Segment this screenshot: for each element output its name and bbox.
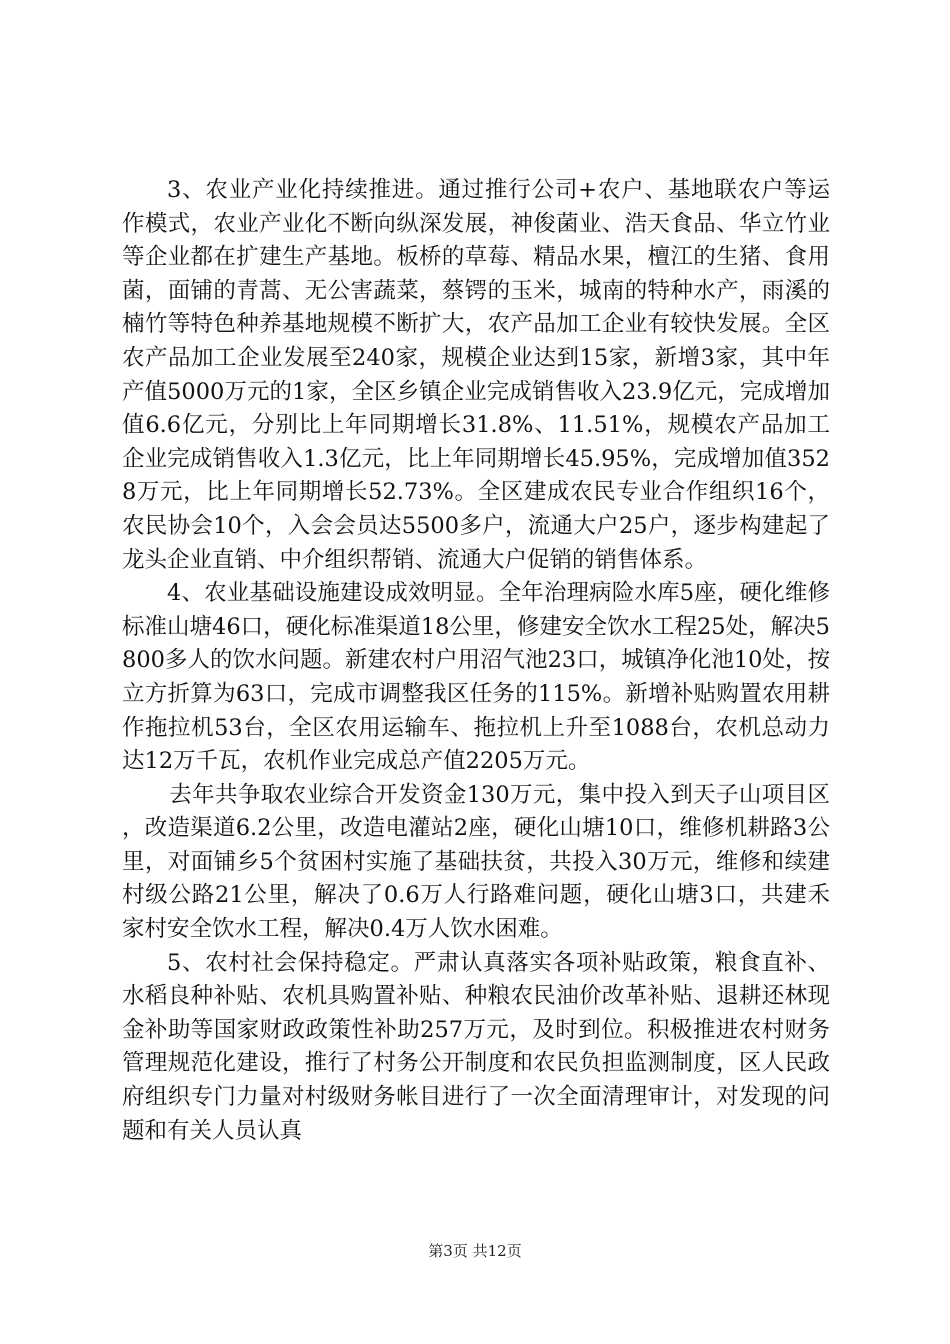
paragraph-comprehensive-development: 去年共争取农业综合开发资金130万元，集中投入到天子山项目区，改造渠道6.2公里，改造电灌站2座，硬化山塘10口，维修机耕路3公里，对面铺乡5个贫困村实施了基础扶贫，共投入30万元，维修和续建村级公路21公里，解决了0.6万人行路难问题，硬化山塘3口，共建禾家村安全饮水工程，解决0.4万人饮水困难。 xyxy=(122,781,830,943)
paragraph-infrastructure: 4、农业基础设施建设成效明显。全年治理病险水库5座，硬化维修标准山塘46口，硬化标准渠道18公里，修建安全饮水工程25处，解决5800多人的饮水问题。新建农村户用沼气池23口，城镇净化池10处，按立方折算为63口，完成市调整我区任务的115%。新增补贴购置农用耕作拖拉机53台，全区农用运输车、拖拉机上升至1088台，农机总动力达12万千瓦，农机作业完成总产值2205万元。 xyxy=(122,580,830,775)
page-number-footer: 第3页 共12页 xyxy=(428,1242,522,1260)
paragraph-rural-stability: 5、农村社会保持稳定。严肃认真落实各项补贴政策，粮食直补、水稻良种补贴、农机具购置补贴、种粮农民油价改革补贴、退耕还林现金补助等国家财政政策性补助257万元，及时到位。积极推进农村财务管理规范化建设，推行了村务公开制度和农民负担监测制度，区人民政府组织专门力量对村级财务帐目进行了一次全面清理审计，对发现的问题和有关人员认真 xyxy=(122,949,830,1144)
document-body xyxy=(122,174,830,1148)
paragraph-agri-industrialization: 3、农业产业化持续推进。通过推行公司+农户、基地联农户等运作模式，农业产业化不断向纵深发展，神俊菌业、浩天食品、华立竹业等企业都在扩建生产基地。板桥的草莓、精品水果，檀江的生猪、食用菌，面铺的青蒿、无公害蔬菜，蔡锷的玉米，城南的特种水产，雨溪的楠竹等特色种养基地规模不断扩大，农产品加工企业有较快发展。全区农产品加工企业发展至240家，规模企业达到15家，新增3家，其中年产值5000万元的1家，全区乡镇企业完成销售收入23.9亿元，完成增加值6.6亿元，分别比上年同期增长31.8%、11.51%，规模农产品加工企业完成销售收入1.3亿元，比上年同期增长45.95%，完成增加值3528万元，比上年同期增长52.73%。全区建成农民专业合作组织16个，农民协会10个，入会会员达5500多户，流通大户25户，逐步构建起了龙头企业直销、中介组织帮销、流通大户促销的销售体系。 xyxy=(122,177,830,573)
